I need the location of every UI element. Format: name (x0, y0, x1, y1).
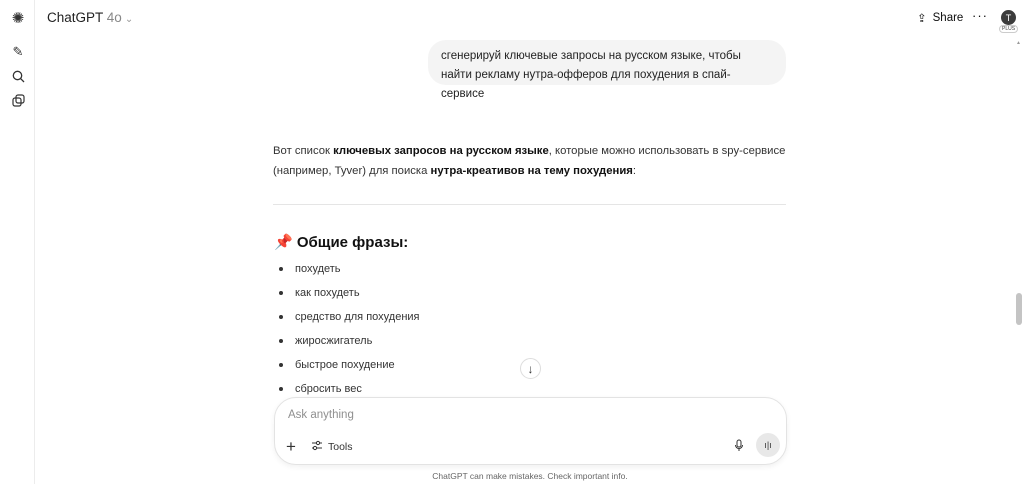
scrollbar-up-arrow[interactable]: ▲ (1016, 40, 1021, 46)
scrollbar-thumb[interactable] (1016, 293, 1022, 325)
intro-bold: нутра-креативов на тему похудения (430, 165, 633, 177)
divider (273, 204, 786, 205)
assistant-intro (273, 141, 788, 181)
tools-label: Tools (328, 441, 353, 453)
pin-icon: 📌 (274, 234, 293, 251)
keyword-list (278, 259, 420, 403)
search-icon[interactable] (9, 67, 27, 85)
new-chat-icon[interactable]: ✎ (12, 44, 24, 59)
intro-text: : (632, 165, 637, 177)
section-title: Общие фразы: (296, 234, 409, 251)
sidebar (0, 0, 35, 484)
avatar-initial: T (1005, 12, 1012, 23)
list-item: жиросжигатель (278, 331, 420, 355)
list-item: сбросить вес (278, 379, 420, 403)
intro-text: Вот список (273, 145, 334, 157)
message-input[interactable]: Ask anything (288, 409, 354, 421)
add-attachment-button[interactable] (286, 438, 296, 455)
more-options-icon[interactable]: ··· (972, 8, 988, 23)
model-selector[interactable] (47, 10, 133, 25)
list-item: средство для похудения (278, 307, 420, 331)
tools-button[interactable] (311, 440, 353, 454)
user-message: сгенерируй ключевые запросы на русском языке, чтобы найти рекламу нутра-офферов для похудения в спай-сервисе (428, 40, 786, 85)
intro-text: , которые можно использовать в spy-сервисе (например, Tyver) для поиска (273, 145, 786, 177)
composer (274, 397, 787, 465)
header (35, 0, 1024, 36)
voice-mode-button[interactable] (756, 433, 780, 457)
app-title: ChatGPT (47, 10, 104, 25)
microphone-icon[interactable] (734, 439, 744, 455)
share-icon: ⇪ (917, 13, 927, 25)
plus-icon: + (286, 437, 296, 456)
share-button[interactable] (917, 11, 963, 25)
list-item: похудеть (278, 259, 420, 283)
section-heading (274, 233, 408, 251)
avatar[interactable] (1001, 10, 1016, 25)
list-item: как похудеть (278, 283, 420, 307)
arrow-down-icon: ↓ (527, 361, 534, 376)
model-name: 4o (106, 10, 122, 25)
list-item: быстрое похудение (278, 355, 420, 379)
sliders-icon (311, 440, 323, 454)
disclaimer: ChatGPT can make mistakes. Check important info. (432, 471, 628, 481)
openai-logo-icon[interactable]: ✺ (11, 10, 25, 27)
share-label: Share (932, 12, 964, 24)
waveform-icon: ı|ı (764, 440, 772, 450)
library-icon[interactable] (9, 91, 27, 109)
plan-badge: PLUS (999, 25, 1018, 33)
intro-bold: ключевых запросов на русском языке (333, 145, 549, 157)
chevron-down-icon: ⌄ (124, 14, 134, 25)
scroll-down-button[interactable] (520, 358, 541, 379)
